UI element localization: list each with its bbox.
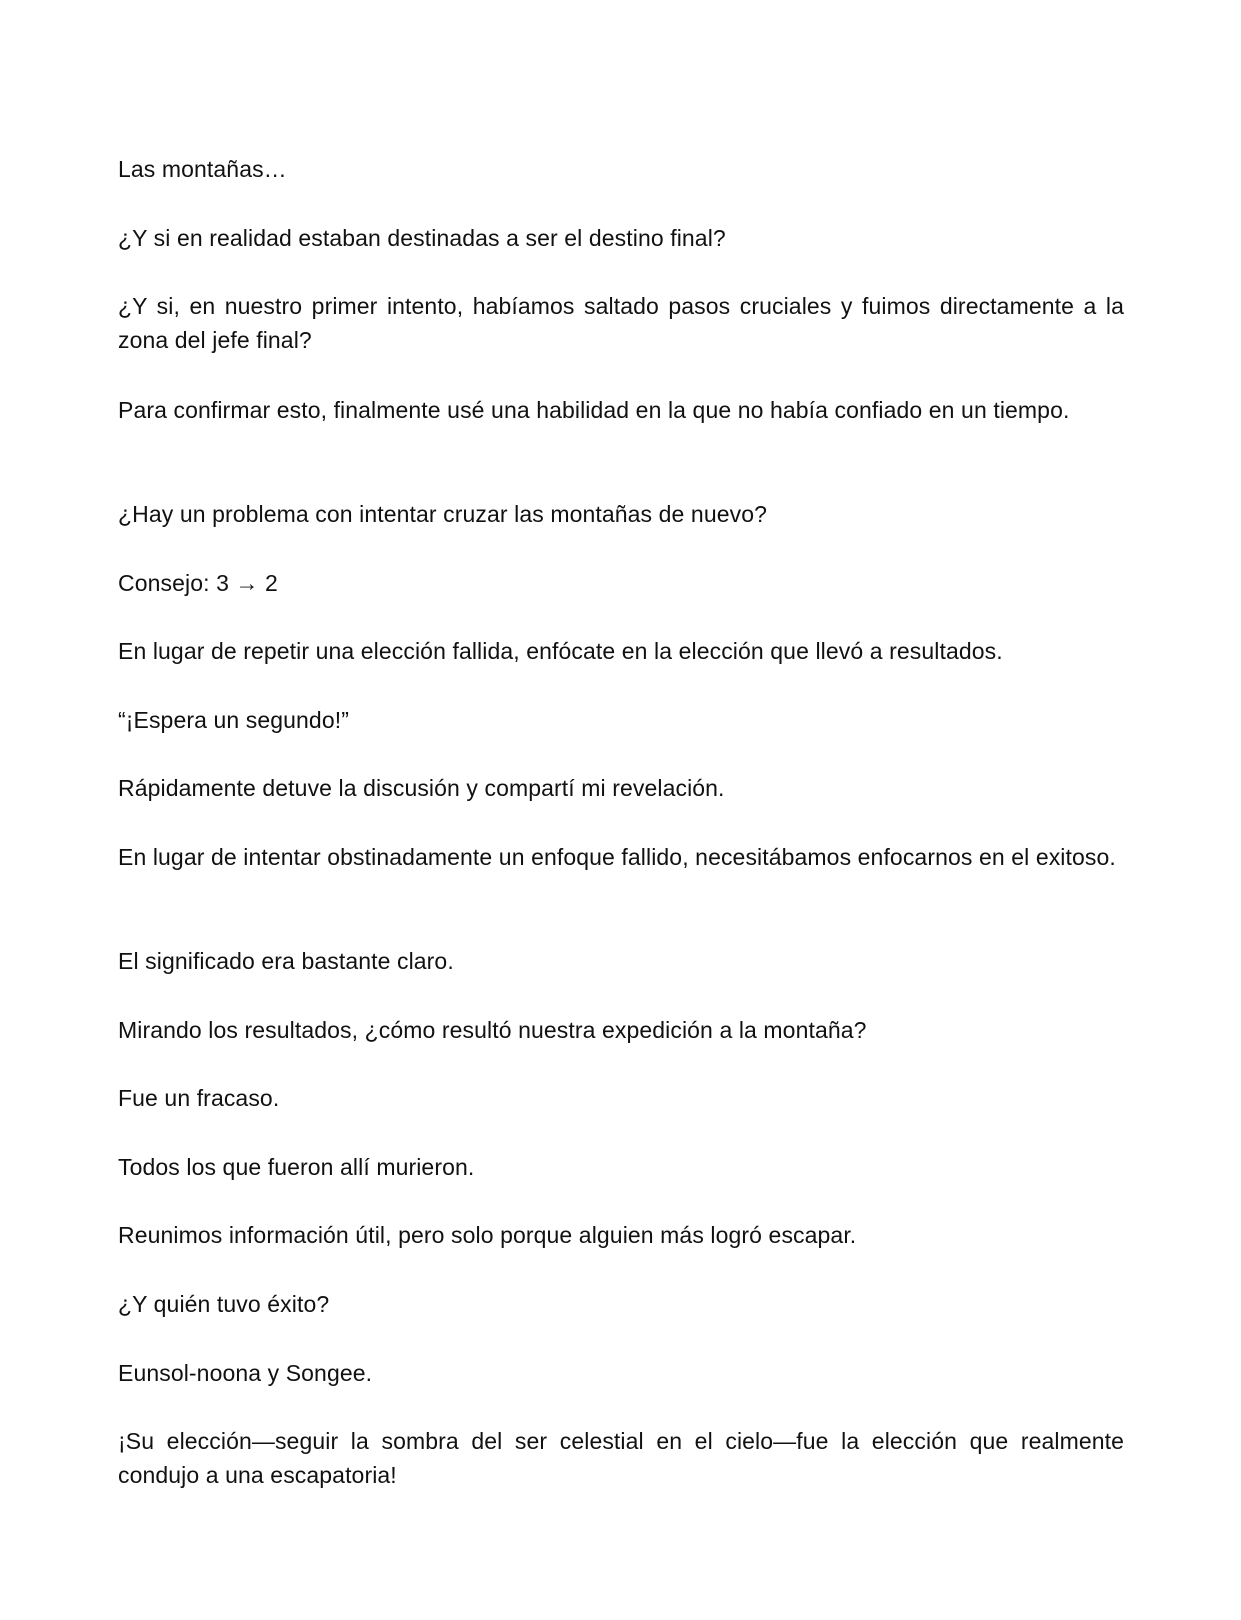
paragraph: ¿Y si, en nuestro primer intento, habíamos saltado pasos cruciales y fuimos directamente a la zona del jefe final?	[118, 293, 1124, 353]
paragraph: Las montañas…	[118, 156, 287, 182]
paragraph: ¿Y quién tuvo éxito?	[118, 1291, 330, 1317]
paragraph: Para confirmar esto, finalmente usé una habilidad en la que no había confiado en un tiempo.	[118, 397, 1070, 423]
paragraph: Reunimos información útil, pero solo porque alguien más logró escapar.	[118, 1222, 857, 1248]
paragraph: Rápidamente detuve la discusión y compartí mi revelación.	[118, 775, 725, 801]
paragraph: ¡Su elección—seguir la sombra del ser celestial en el cielo—fue la elección que realmente condujo a una escapatoria!	[118, 1428, 1124, 1488]
paragraph: En lugar de intentar obstinadamente un enfoque fallido, necesitábamos enfocarnos en el exitoso.	[118, 844, 1116, 870]
paragraph: En lugar de repetir una elección fallida, enfócate en la elección que llevó a resultados.	[118, 638, 1003, 664]
paragraph: Fue un fracaso.	[118, 1085, 280, 1111]
paragraph: Todos los que fueron allí murieron.	[118, 1154, 475, 1180]
paragraph: ¿Hay un problema con intentar cruzar las montañas de nuevo?	[118, 501, 767, 527]
paragraph: “¡Espera un segundo!”	[118, 707, 349, 733]
paragraph: El significado era bastante claro.	[118, 948, 454, 974]
paragraph: Eunsol-noona y Songee.	[118, 1360, 373, 1386]
paragraph: ¿Y si en realidad estaban destinadas a ser el destino final?	[118, 225, 726, 251]
paragraph: Consejo: 3 → 2	[118, 570, 278, 596]
paragraph: Mirando los resultados, ¿cómo resultó nuestra expedición a la montaña?	[118, 1017, 867, 1043]
